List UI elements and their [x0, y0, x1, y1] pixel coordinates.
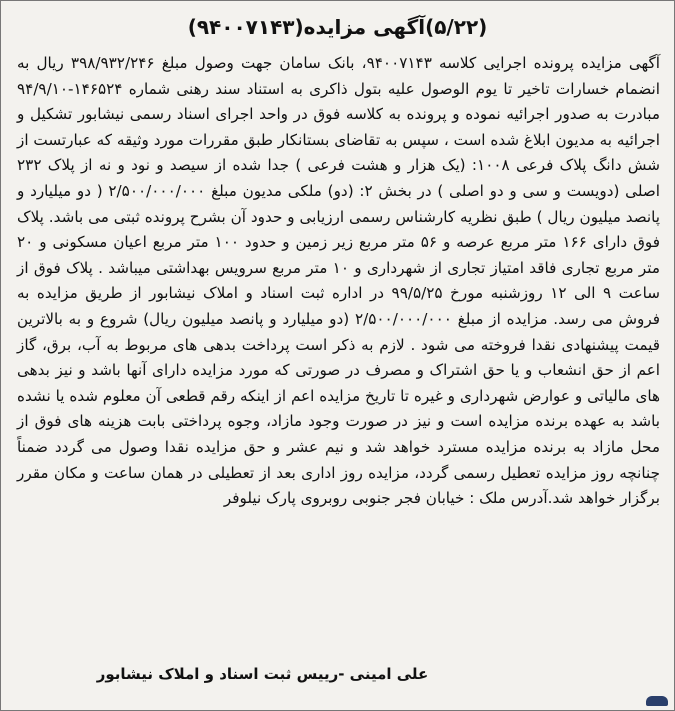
notice-title: (۵/۲۲)آگهی مزایده(۹۴۰۰۷۱۴۳) — [187, 15, 488, 39]
corner-logo-mark — [646, 696, 668, 706]
notice-body — [17, 51, 660, 512]
notice-signature: علی امینی -رییس ثبت اسناد و املاک نیشابور — [96, 665, 429, 683]
notice-paragraph: آگهی مزایده پرونده اجرایی کلاسه ۹۴۰۰۷۱۴۳، بانک سامان جهت وصول مبلغ ۳۹۸/۹۳۲/۲۴۶ ریال به انضمام خسارات تاخیر تا یوم الوصول علیه بتول ذاکری به استناد سند رهنی شماره ۱۴۶۵۲۴-۹۴/۹/۱۰ مبادرت به صدور اجرائیه نموده و پرونده به کلاسه فوق در واحد اجرای اسناد رسمی نیشابور تشکیل و اجرائیه به مدیون ابلاغ شده است ، سپس به تقاضای بستانکار طبق مقررات مورد وثیقه که عبارتست از شش دانگ پلاک فرعی ۱۰۰۸: (یک هزار و هشت فرعی ) جدا شده از سیصد و نود و نه از پلاک ۲۳۲ اصلی (دویست و سی و دو اصلی ) در بخش ۲: (دو) ملکی مدیون مبلغ ۲/۵۰۰/۰۰۰/۰۰۰ ( دو میلیارد و پانصد میلیون ریال ) طبق نظریه کارشناس رسمی ارزیابی و حدود آن بشرح پرونده ثبتی می باشد. پلاک فوق دارای ۱۶۶ متر مربع عرصه و ۵۶ متر مربع زیر زمین و حدود ۱۰۰ متر مربع اعیان مسکونی و ۲۰ متر مربع تجاری فاقد امتیاز تجاری از شهرداری و ۱۰ متر مربع سرویس بهداشتی میباشد . پلاک فوق از ساعت ۹ الی ۱۲ روزشنبه مورخ ۹۹/۵/۲۵ در اداره ثبت اسناد و املاک نیشابور از طریق مزایده به فروش می رسد. مزایده از مبلغ ۲/۵۰۰/۰۰۰/۰۰۰ (دو میلیارد و پانصد میلیون ریال) شروع و به بالاترین قیمت پیشنهادی نقدا فروخته می شود . لازم به ذکر است پرداخت بدهی های مربوط به آب، برق، گاز اعم از حق انشعاب و یا حق اشتراک و مصرف در صورتی که مورد مزایده دارای آنها باشد و نیز بدهی های مالیاتی و عوارض شهرداری و غیره تا تاریخ مزایده اعم از اینکه رقم قطعی آن معلوم شده یا نشده باشد به عهده برنده مزایده است و نیز در صورت وجود مازاد، وجوه پرداختی بابت هزینه های فوق از محل مازاد به برنده مزایده مسترد خواهد شد و نیم عشر و حق مزایده نقدا وصول می گردد ضمناً چنانچه روز مزایده تعطیل رسمی گردد، مزایده روز اداری بعد از تعطیلی در همان ساعت و مکان مقرر برگزار خواهد شد.آدرس ملک : خیابان فجر جنوبی روبروی پارک نیلوفر — [17, 54, 661, 508]
